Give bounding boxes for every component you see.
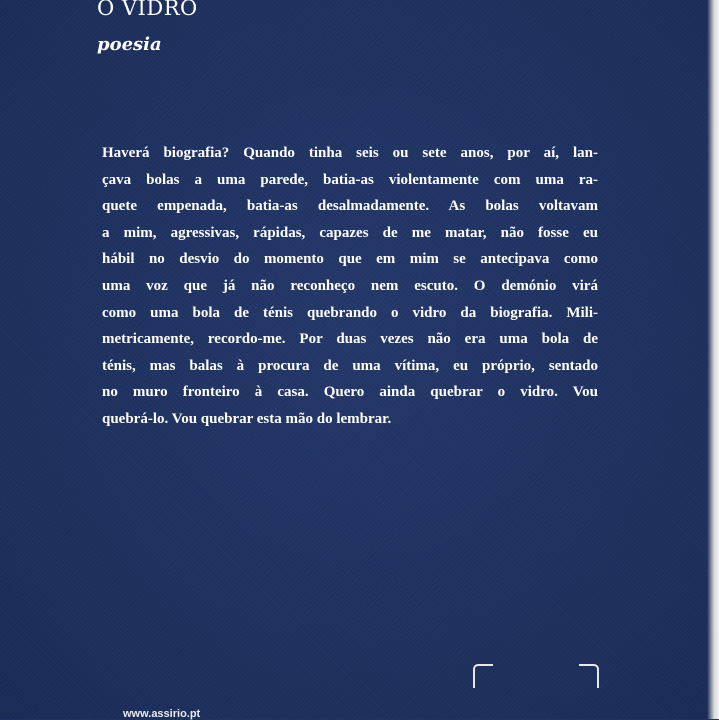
blurb-line: no muro fronteiro à casa. Quero ainda quebrar o vidro. Vou (102, 384, 598, 401)
blurb-line: hábil no desvio do momento que em mim se antecipava como (102, 251, 598, 268)
book-title: O VIDRO (97, 0, 198, 20)
blurb-line: ténis, mas balas à procura de uma vítima, eu próprio, sentado (102, 357, 598, 374)
barcode-frame-left-corner (473, 664, 493, 688)
publisher-website: www.assirio.pt (123, 708, 201, 720)
book-genre: poesia (97, 34, 162, 55)
blurb-line: Haverá biografia? Quando tinha seis ou sete anos, por aí, lan- (102, 145, 598, 161)
blurb-line: a mim, agressivas, rápidas, capazes de me matar, não fosse eu (102, 224, 598, 241)
page-edge (707, 0, 719, 719)
blurb-line: metricamente, recordo-me. Por duas vezes não era uma bola de (102, 331, 598, 348)
blurb-line: como uma bola de ténis quebrando o vidro da biografia. Mili- (102, 304, 598, 321)
blurb-text (102, 140, 598, 433)
barcode-frame-right-corner (579, 664, 599, 688)
blurb-line: quete empenada, batia-as desalmadamente. As bolas voltavam (102, 198, 598, 215)
blurb-line: çava bolas a uma parede, batia-as violentamente com uma ra- (102, 171, 598, 188)
blurb-line: quebrá-lo. Vou quebrar esta mão do lembrar. (102, 410, 392, 427)
blurb-line: uma voz que já não reconheço nem escuto. O demónio virá (102, 277, 598, 294)
